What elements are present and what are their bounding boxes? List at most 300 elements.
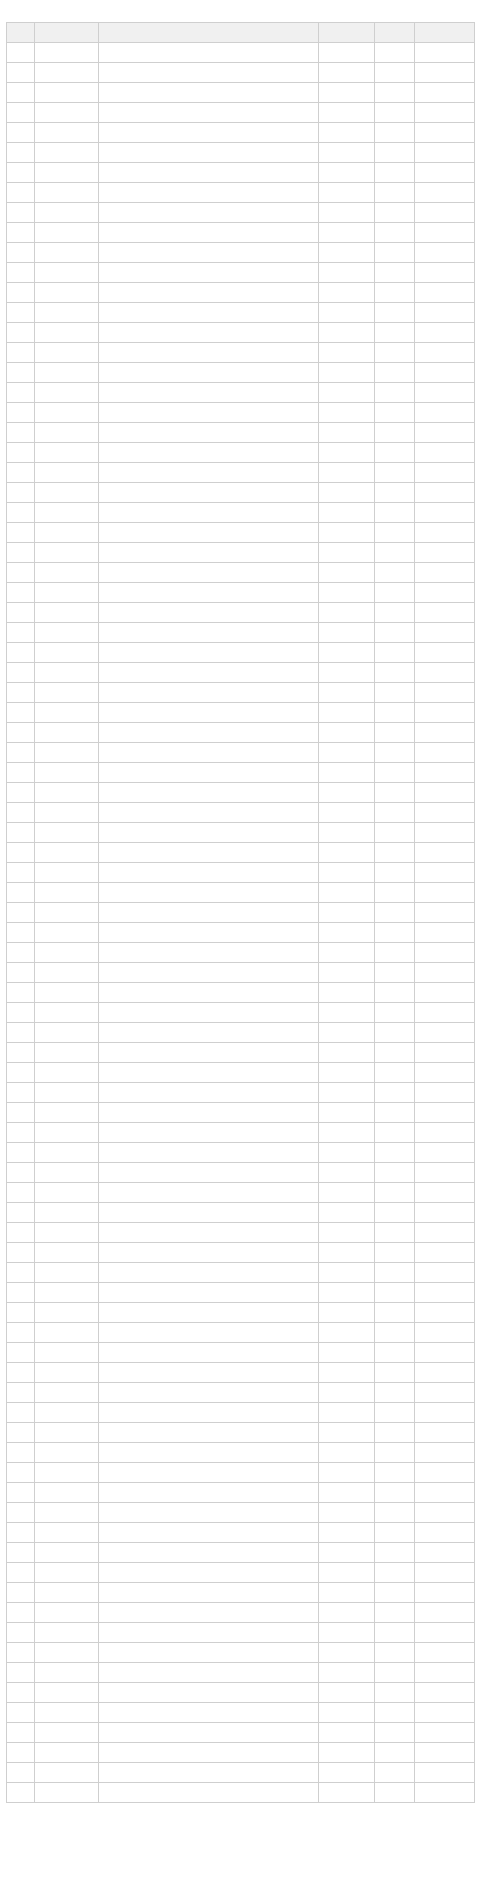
table-cell bbox=[99, 1243, 319, 1263]
table-cell bbox=[7, 1123, 35, 1143]
table-cell bbox=[319, 1363, 375, 1383]
table-header-row bbox=[7, 23, 475, 43]
table-cell bbox=[99, 523, 319, 543]
table-cell bbox=[35, 603, 99, 623]
table-cell bbox=[7, 863, 35, 883]
table-row bbox=[7, 543, 475, 563]
table-cell bbox=[319, 983, 375, 1003]
table-cell bbox=[35, 1023, 99, 1043]
table-row bbox=[7, 263, 475, 283]
table-cell bbox=[99, 803, 319, 823]
table-cell bbox=[319, 783, 375, 803]
table-cell bbox=[35, 1303, 99, 1323]
table-cell bbox=[35, 1343, 99, 1363]
table-cell bbox=[99, 1123, 319, 1143]
table-row bbox=[7, 283, 475, 303]
table-cell bbox=[35, 1203, 99, 1223]
table-cell bbox=[99, 1003, 319, 1023]
table-cell bbox=[7, 483, 35, 503]
table-cell bbox=[375, 783, 415, 803]
table-row bbox=[7, 323, 475, 343]
table-cell bbox=[99, 1503, 319, 1523]
table-cell bbox=[35, 643, 99, 663]
table-cell bbox=[375, 1363, 415, 1383]
table-cell bbox=[415, 1683, 475, 1703]
table-cell bbox=[319, 343, 375, 363]
table-cell bbox=[99, 1643, 319, 1663]
table-cell bbox=[415, 243, 475, 263]
table-cell bbox=[375, 863, 415, 883]
table-cell bbox=[99, 1163, 319, 1183]
table-cell bbox=[375, 1603, 415, 1623]
table-cell bbox=[7, 183, 35, 203]
column-header bbox=[99, 23, 319, 43]
table-cell bbox=[7, 1243, 35, 1263]
table-cell bbox=[35, 1543, 99, 1563]
table-cell bbox=[35, 883, 99, 903]
table-cell bbox=[99, 1283, 319, 1303]
table-cell bbox=[375, 1403, 415, 1423]
table-cell bbox=[319, 563, 375, 583]
table-cell bbox=[35, 623, 99, 643]
table-cell bbox=[7, 1443, 35, 1463]
table-cell bbox=[99, 103, 319, 123]
table-cell bbox=[35, 363, 99, 383]
table-cell bbox=[415, 723, 475, 743]
table-cell bbox=[319, 643, 375, 663]
table-cell bbox=[7, 263, 35, 283]
table-cell bbox=[375, 383, 415, 403]
table-cell bbox=[319, 103, 375, 123]
table-cell bbox=[35, 1563, 99, 1583]
table-cell bbox=[319, 1323, 375, 1343]
table-cell bbox=[319, 1283, 375, 1303]
table-cell bbox=[35, 303, 99, 323]
table-cell bbox=[99, 1183, 319, 1203]
table-row bbox=[7, 1783, 475, 1803]
table-cell bbox=[35, 1763, 99, 1783]
table-cell bbox=[7, 1423, 35, 1443]
table-cell bbox=[99, 623, 319, 643]
table-cell bbox=[7, 363, 35, 383]
table-cell bbox=[35, 183, 99, 203]
table-cell bbox=[375, 1143, 415, 1163]
table-cell bbox=[99, 1523, 319, 1543]
table-row bbox=[7, 803, 475, 823]
table-cell bbox=[35, 283, 99, 303]
table-cell bbox=[375, 1443, 415, 1463]
table-cell bbox=[99, 463, 319, 483]
table-cell bbox=[319, 1243, 375, 1263]
table-cell bbox=[319, 1023, 375, 1043]
table-cell bbox=[415, 1583, 475, 1603]
table-cell bbox=[35, 343, 99, 363]
table-cell bbox=[7, 623, 35, 643]
table-cell bbox=[99, 1443, 319, 1463]
table-cell bbox=[415, 1623, 475, 1643]
table-cell bbox=[319, 683, 375, 703]
table-cell bbox=[35, 223, 99, 243]
table-cell bbox=[35, 1583, 99, 1603]
table-cell bbox=[319, 723, 375, 743]
table-row bbox=[7, 43, 475, 63]
table-cell bbox=[415, 563, 475, 583]
table-cell bbox=[319, 823, 375, 843]
table-cell bbox=[35, 1143, 99, 1163]
table-row bbox=[7, 603, 475, 623]
table-row bbox=[7, 1763, 475, 1783]
table-cell bbox=[99, 1483, 319, 1503]
table-cell bbox=[7, 1783, 35, 1803]
table-cell bbox=[319, 883, 375, 903]
table-cell bbox=[415, 863, 475, 883]
table-cell bbox=[319, 43, 375, 63]
table-cell bbox=[415, 1203, 475, 1223]
table-row bbox=[7, 1703, 475, 1723]
table-cell bbox=[99, 423, 319, 443]
table-cell bbox=[99, 1023, 319, 1043]
table-cell bbox=[99, 263, 319, 283]
table-cell bbox=[35, 1423, 99, 1443]
table-row bbox=[7, 903, 475, 923]
table-cell bbox=[319, 1623, 375, 1643]
table-row bbox=[7, 403, 475, 423]
table-cell bbox=[7, 1143, 35, 1163]
table-cell bbox=[7, 43, 35, 63]
table-cell bbox=[375, 1303, 415, 1323]
table-cell bbox=[375, 1283, 415, 1303]
table-cell bbox=[7, 1663, 35, 1683]
table-cell bbox=[7, 63, 35, 83]
table-cell bbox=[7, 783, 35, 803]
table-cell bbox=[375, 1463, 415, 1483]
table-cell bbox=[319, 283, 375, 303]
table-cell bbox=[319, 1443, 375, 1463]
table-row bbox=[7, 1263, 475, 1283]
table-cell bbox=[375, 1723, 415, 1743]
table-cell bbox=[375, 1383, 415, 1403]
table-cell bbox=[35, 1263, 99, 1283]
table-cell bbox=[415, 1003, 475, 1023]
table-cell bbox=[375, 1703, 415, 1723]
table-row bbox=[7, 463, 475, 483]
table-cell bbox=[35, 83, 99, 103]
table-cell bbox=[99, 403, 319, 423]
table-cell bbox=[35, 243, 99, 263]
table-cell bbox=[375, 543, 415, 563]
table-cell bbox=[7, 1263, 35, 1283]
table-cell bbox=[99, 383, 319, 403]
table-cell bbox=[99, 943, 319, 963]
table-cell bbox=[319, 143, 375, 163]
table-cell bbox=[319, 863, 375, 883]
table-cell bbox=[35, 803, 99, 823]
table-row bbox=[7, 1423, 475, 1443]
table-cell bbox=[35, 1643, 99, 1663]
table-cell bbox=[7, 1003, 35, 1023]
table-cell bbox=[415, 283, 475, 303]
table-cell bbox=[319, 183, 375, 203]
table-cell bbox=[35, 543, 99, 563]
table-cell bbox=[415, 503, 475, 523]
table-row bbox=[7, 1523, 475, 1543]
table-row bbox=[7, 583, 475, 603]
table-cell bbox=[375, 303, 415, 323]
table-cell bbox=[415, 1123, 475, 1143]
table-cell bbox=[7, 763, 35, 783]
table-cell bbox=[415, 1763, 475, 1783]
table-cell bbox=[7, 843, 35, 863]
table-cell bbox=[7, 1303, 35, 1323]
table-cell bbox=[319, 1123, 375, 1143]
table-cell bbox=[99, 303, 319, 323]
table-cell bbox=[7, 1643, 35, 1663]
table-cell bbox=[319, 1783, 375, 1803]
table-row bbox=[7, 763, 475, 783]
table-cell bbox=[375, 203, 415, 223]
table-cell bbox=[7, 1583, 35, 1603]
table-cell bbox=[7, 443, 35, 463]
table-cell bbox=[415, 1603, 475, 1623]
table-cell bbox=[375, 263, 415, 283]
table-cell bbox=[375, 163, 415, 183]
table-row bbox=[7, 183, 475, 203]
table-cell bbox=[35, 823, 99, 843]
table-cell bbox=[319, 1463, 375, 1483]
table-cell bbox=[319, 463, 375, 483]
table-cell bbox=[415, 1283, 475, 1303]
table-cell bbox=[375, 1163, 415, 1183]
table-cell bbox=[415, 83, 475, 103]
table-cell bbox=[319, 843, 375, 863]
table-row bbox=[7, 1223, 475, 1243]
table-cell bbox=[99, 1363, 319, 1383]
table-cell bbox=[319, 1583, 375, 1603]
table-cell bbox=[35, 1443, 99, 1463]
table-cell bbox=[7, 603, 35, 623]
table-cell bbox=[35, 983, 99, 1003]
table-cell bbox=[7, 423, 35, 443]
table-cell bbox=[99, 1783, 319, 1803]
table-row bbox=[7, 1643, 475, 1663]
table-row bbox=[7, 1483, 475, 1503]
table-cell bbox=[375, 43, 415, 63]
table-cell bbox=[99, 763, 319, 783]
table-cell bbox=[415, 1523, 475, 1543]
table-cell bbox=[99, 1323, 319, 1343]
table-cell bbox=[415, 543, 475, 563]
table-cell bbox=[7, 823, 35, 843]
table-row bbox=[7, 1723, 475, 1743]
table-cell bbox=[415, 463, 475, 483]
table-cell bbox=[7, 643, 35, 663]
table-cell bbox=[375, 563, 415, 583]
table-cell bbox=[99, 1703, 319, 1723]
table-row bbox=[7, 1663, 475, 1683]
table-cell bbox=[7, 463, 35, 483]
table-cell bbox=[7, 1463, 35, 1483]
table-cell bbox=[319, 543, 375, 563]
table-cell bbox=[415, 223, 475, 243]
table-cell bbox=[35, 443, 99, 463]
table-cell bbox=[375, 183, 415, 203]
table-cell bbox=[99, 1623, 319, 1643]
table-row bbox=[7, 243, 475, 263]
table-cell bbox=[7, 1763, 35, 1783]
table-cell bbox=[35, 263, 99, 283]
table-cell bbox=[35, 583, 99, 603]
table-cell bbox=[375, 503, 415, 523]
table-cell bbox=[375, 1643, 415, 1663]
table-cell bbox=[35, 203, 99, 223]
table-cell bbox=[99, 843, 319, 863]
table-cell bbox=[35, 683, 99, 703]
table-row bbox=[7, 443, 475, 463]
table-cell bbox=[7, 403, 35, 423]
table-row bbox=[7, 483, 475, 503]
table-cell bbox=[375, 1483, 415, 1503]
table-cell bbox=[375, 1543, 415, 1563]
table-cell bbox=[35, 943, 99, 963]
table-cell bbox=[7, 1563, 35, 1583]
table-cell bbox=[375, 723, 415, 743]
table-cell bbox=[319, 963, 375, 983]
table-cell bbox=[415, 1723, 475, 1743]
table-cell bbox=[375, 1243, 415, 1263]
table-cell bbox=[415, 1023, 475, 1043]
table-cell bbox=[7, 1023, 35, 1043]
table-cell bbox=[375, 743, 415, 763]
table-cell bbox=[35, 463, 99, 483]
table-cell bbox=[7, 1543, 35, 1563]
table-cell bbox=[319, 1723, 375, 1743]
table-row bbox=[7, 503, 475, 523]
table-cell bbox=[375, 623, 415, 643]
table-cell bbox=[375, 1683, 415, 1703]
table-cell bbox=[35, 1683, 99, 1703]
table-cell bbox=[35, 1483, 99, 1503]
table-cell bbox=[35, 703, 99, 723]
project-table bbox=[6, 22, 475, 1803]
table-cell bbox=[375, 1623, 415, 1643]
table-cell bbox=[99, 63, 319, 83]
table-cell bbox=[99, 903, 319, 923]
table-cell bbox=[99, 923, 319, 943]
table-cell bbox=[99, 1043, 319, 1063]
table-cell bbox=[319, 1403, 375, 1423]
table-row bbox=[7, 1463, 475, 1483]
table-cell bbox=[319, 903, 375, 923]
table-cell bbox=[35, 1463, 99, 1483]
table-row bbox=[7, 363, 475, 383]
table-cell bbox=[7, 1163, 35, 1183]
table-cell bbox=[415, 1063, 475, 1083]
table-cell bbox=[375, 763, 415, 783]
table-cell bbox=[415, 1163, 475, 1183]
table-cell bbox=[319, 1223, 375, 1243]
table-cell bbox=[319, 1303, 375, 1323]
table-cell bbox=[375, 923, 415, 943]
table-cell bbox=[35, 63, 99, 83]
table-cell bbox=[375, 283, 415, 303]
table-row bbox=[7, 643, 475, 663]
table-cell bbox=[375, 423, 415, 443]
table-cell bbox=[7, 1683, 35, 1703]
table-cell bbox=[375, 1583, 415, 1603]
table-cell bbox=[7, 123, 35, 143]
table-row bbox=[7, 923, 475, 943]
table-cell bbox=[99, 1723, 319, 1743]
table-cell bbox=[375, 1663, 415, 1683]
table-cell bbox=[375, 143, 415, 163]
table-cell bbox=[415, 643, 475, 663]
table-cell bbox=[7, 543, 35, 563]
table-row bbox=[7, 623, 475, 643]
table-cell bbox=[415, 383, 475, 403]
table-cell bbox=[99, 703, 319, 723]
table-cell bbox=[375, 943, 415, 963]
table-cell bbox=[375, 403, 415, 423]
table-cell bbox=[35, 1603, 99, 1623]
table-cell bbox=[7, 143, 35, 163]
table-cell bbox=[99, 323, 319, 343]
table-cell bbox=[99, 83, 319, 103]
table-cell bbox=[35, 123, 99, 143]
table-row bbox=[7, 1283, 475, 1303]
table-cell bbox=[7, 383, 35, 403]
table-cell bbox=[99, 1203, 319, 1223]
table-cell bbox=[35, 1503, 99, 1523]
table-cell bbox=[375, 1003, 415, 1023]
table-cell bbox=[35, 1003, 99, 1023]
table-cell bbox=[7, 1623, 35, 1643]
table-cell bbox=[99, 243, 319, 263]
table-cell bbox=[7, 983, 35, 1003]
table-row bbox=[7, 1323, 475, 1343]
table-cell bbox=[99, 1223, 319, 1243]
table-cell bbox=[319, 163, 375, 183]
table-body bbox=[7, 43, 475, 1803]
table-cell bbox=[415, 63, 475, 83]
table-cell bbox=[375, 603, 415, 623]
table-cell bbox=[35, 1103, 99, 1123]
table-cell bbox=[415, 123, 475, 143]
table-cell bbox=[35, 863, 99, 883]
table-cell bbox=[99, 1663, 319, 1683]
table-cell bbox=[319, 523, 375, 543]
table-cell bbox=[35, 783, 99, 803]
table-cell bbox=[319, 203, 375, 223]
table-cell bbox=[7, 1403, 35, 1423]
table-cell bbox=[415, 1543, 475, 1563]
table-cell bbox=[35, 963, 99, 983]
table-cell bbox=[99, 643, 319, 663]
table-cell bbox=[99, 743, 319, 763]
table-row bbox=[7, 1603, 475, 1623]
table-cell bbox=[375, 903, 415, 923]
table-cell bbox=[375, 103, 415, 123]
table-cell bbox=[415, 1783, 475, 1803]
table-cell bbox=[99, 1423, 319, 1443]
table-cell bbox=[375, 1323, 415, 1343]
table-cell bbox=[415, 1323, 475, 1343]
table-cell bbox=[415, 1143, 475, 1163]
column-header bbox=[375, 23, 415, 43]
table-row bbox=[7, 963, 475, 983]
table-cell bbox=[7, 1723, 35, 1743]
table-cell bbox=[415, 183, 475, 203]
table-row bbox=[7, 63, 475, 83]
